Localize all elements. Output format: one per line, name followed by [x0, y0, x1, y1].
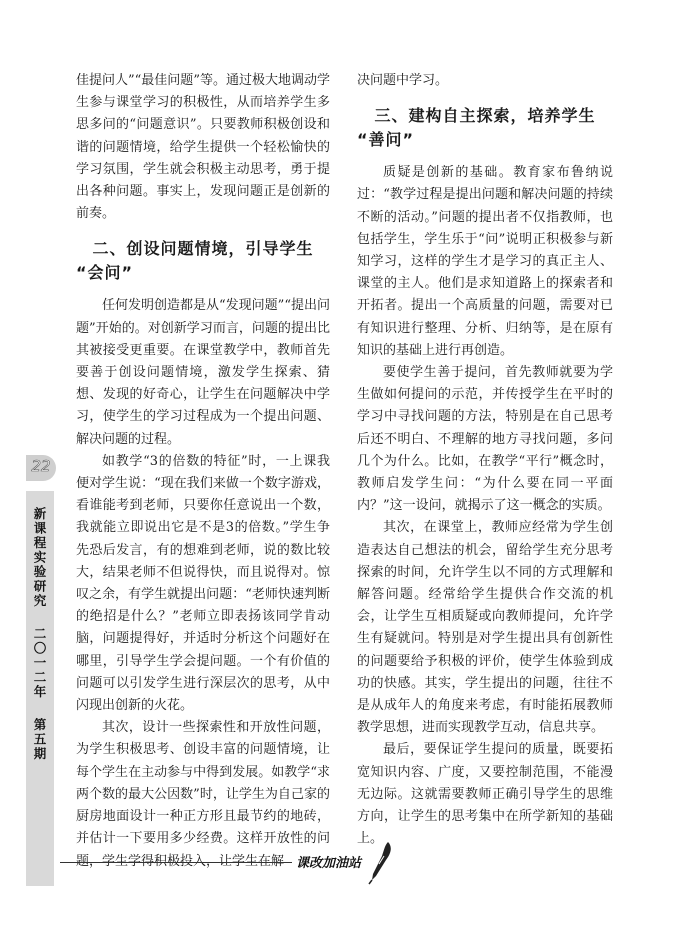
section-heading-line: “会问”	[76, 263, 134, 283]
section-heading-line: 二、创设问题情境，引导学生	[92, 239, 314, 259]
paragraph: 佳提问人”“最佳问题”等。通过极大地调动学生参与课堂学习的积极性，从而培养学生多思多问的“问题意识”。只要教师积极创设和谐的问题情境，给学生提供一个轻松愉快的学习氛围，学生就会积极主动思考，勇于提出各种问题。事实上，发现问题正是创新的前奏。	[76, 73, 330, 222]
section-heading-3	[357, 104, 613, 152]
paragraph: 如教学“3的倍数的特征”时，一上课我便对学生说：“现在我们来做一个数字游戏，看谁能考到老师，只要你任意说出一个数，我就能立即说出它是不是3的倍数。”学生争先恐后发言，有的想难到老师，说的数比较大，结果老师不但说得快，而且说得对。惊叹之余，有学生就提出问题：“老师快速判断的绝招是什么？”老师立即表扬该同学肯动脑，问题提得好，并适时分析这个问题好在哪里，引导学生学会提问题。一个有价值的问题可以引发学生进行深层次的思考，从中闪现出创新的火花。	[76, 453, 330, 714]
paragraph: 决问题中学习。	[357, 73, 449, 88]
footer-column-name: 课改加油站	[292, 852, 380, 871]
left-column	[76, 70, 330, 873]
page-number-tab	[26, 455, 56, 481]
journal-sidebar	[26, 455, 56, 885]
section-heading-line: 三、建构自主探索，培养学生	[374, 106, 596, 126]
page-number: 22	[31, 457, 51, 475]
journal-issue: 第五期	[32, 717, 47, 762]
journal-year: 二〇一二年	[32, 626, 47, 700]
pen-nib-icon	[366, 840, 396, 886]
paragraph: 任何发明创造都是从“发现问题”“提出问题”开始的。对创新学习而言，问题的提出比其被接受更重要。在课堂教学中，教师首先要善于创设问题情境，激发学生探索、猜想、发现的好奇心，让学生在问题解决中学习，使学生的学习过程成为一个提出问题、解决问题的过程。	[76, 298, 330, 447]
paragraph: 要使学生善于提问，首先教师就要为学生做如何提问的示范，并传授学生在平时的学习中寻找问题的方法，特别是在自己思考后还不明白、不理解的地方寻找问题，多问几个为什么。比如，在教学“平行”概念时，教师启发学生问：“为什么要在同一平面内？”这一设问，就揭示了这一概念的实质。	[357, 365, 613, 514]
section-heading-2	[76, 237, 330, 285]
paragraph: 质疑是创新的基础。教育家布鲁纳说过：“教学过程是提出问题和解决问题的持续不断的活动。”问题的提出者不仅指教师，也包括学生，学生乐于“问”说明正积极参与新知学习，这样的学生才是学习的真正主人、课堂的主人。他们是求知道路上的探索者和开拓者。提出一个高质量的问题，需要对已有知识进行整理、分析、归纳等，是在原有知识的基础上进行再创造。	[357, 165, 613, 358]
journal-name: 新课程实验研究	[32, 507, 47, 609]
paragraph: 其次，设计一些探索性和开放性问题，为学生积极思考、创设丰富的问题情境，让每个学生在主动参与中得到发展。如教学“求两个数的最大公因数”时，让学生为自己家的厨房地面设计一种正方形且最节约的地砖，并估计一下要用多少经费。这样开放性的问题，学生学得积极投入，让学生在解	[76, 720, 330, 869]
paragraph: 最后，要保证学生提问的质量，既要拓宽知识内容、广度，又要控制范围，不能漫无边际。这就需要教师正确引导学生的思维方向，让学生的思考集中在所学新知的基础上。	[357, 742, 613, 847]
journal-info	[32, 507, 48, 773]
paragraph: 其次，在课堂上，教师应经常为学生创造表达自己想法的机会，留给学生充分思考探索的时间，允许学生以不同的方式理解和解答问题。经常给学生提供合作交流的机会，让学生互相质疑或向教师提问，允许学生有疑就问。特别是对学生提出具有创新性的问题要给予积极的评价，使学生体验到成功的快感。其实，学生提出的问题，往往不是从成年人的角度来考虑，有时能拓展教师教学思想，进而实现教学互动，信息共享。	[357, 520, 613, 736]
right-column	[357, 70, 613, 851]
section-heading-line: “善问”	[357, 130, 415, 150]
